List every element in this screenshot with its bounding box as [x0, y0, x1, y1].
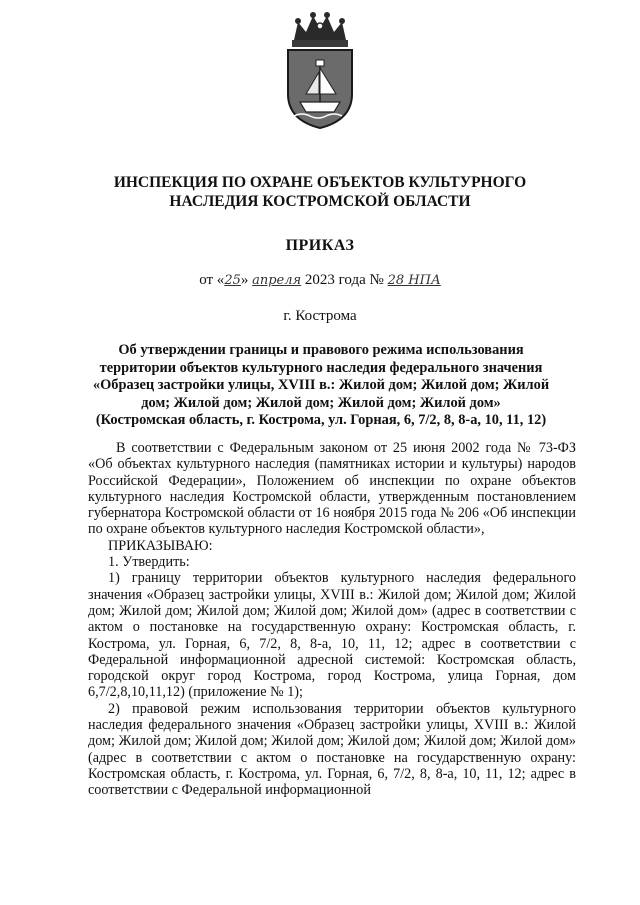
handwritten-month: апреля	[252, 273, 302, 288]
subject-line-3: «Образец застройки улицы, XVIII в.: Жилой дом; Жилой дом; Жилой	[92, 377, 550, 393]
agency-name	[60, 173, 580, 211]
item-1-1: 1) границу территории объектов культурного наследия федерального значения «Образец застройки улицы, XVIII в.: Жилой дом; Жилой дом; Жилой дом; Жилой дом; Жилой дом; Жилой дом; Жилой дом» (адрес в соответствии с актом о постановке на государственную охрану: Костромская область, г. Кострома, ул. Горная, 6, 7/2, 8, 8-а, 10, 11, 12; адрес в соответствии с Федеральной информационной адресной системой: Костромская область, городской округ город Кострома, город Кострома, улица Горная, дом 6,7/2,8,10,11,12) (приложение № 1);	[88, 570, 576, 701]
handwritten-day: 25	[224, 273, 241, 288]
order-body	[88, 440, 576, 799]
subject-line-2: территории объектов культурного наследия федерального значения	[99, 359, 543, 376]
date-prefix: от «	[199, 272, 225, 288]
preamble-paragraph: В соответствии с Федеральным законом от 25 июня 2002 года № 73-ФЗ «Об объектах культурного наследия (памятниках истории и культуры) народов Российской Федерации», Положением об инспекции по охране объектов культурного наследия Костромской области, утвержденным постановлением губернатора Костромской области от 16 ноября 2015 года № 206 «Об инспекции по охране объектов культурного наследия Костромской области»,	[88, 440, 576, 538]
subject-line-5: (Костромская область, г. Кострома, ул. Горная, 6, 7/2, 8, 8-а, 10, 11, 12)	[95, 412, 547, 428]
item-1: 1. Утвердить:	[108, 554, 190, 571]
date-mid: »	[240, 272, 253, 288]
document-type: ПРИКАЗ	[285, 237, 355, 254]
item-1-2: 2) правовой режим использования территории объектов культурного наследия федерального значения «Образец застройки улицы, XVIII в.: Жилой дом; Жилой дом; Жилой дом; Жилой дом; Жилой дом; Жилой дом; Жилой дом» (адрес в соответствии с актом о постановке на государственную охрану: Костромская область, г. Кострома, ул. Горная, 6, 7/2, 8, 8-а, 10, 11, 12; адрес в соответствии с Федеральной информационной	[88, 700, 576, 799]
order-word: ПРИКАЗЫВАЮ:	[108, 537, 213, 554]
handwritten-number: 28 НПА	[387, 273, 441, 288]
agency-line-2: НАСЛЕДИЯ КОСТРОМСКОЙ ОБЛАСТИ	[169, 193, 471, 210]
subject-line-1: Об утверждении границы и правового режима использования	[118, 342, 524, 358]
subject-line-4: дом; Жилой дом; Жилой дом; Жилой дом; Жилой дом»	[141, 394, 501, 411]
order-date-line	[0, 272, 640, 289]
order-subject	[62, 342, 580, 430]
agency-line-1: ИНСПЕКЦИЯ ПО ОХРАНЕ ОБЪЕКТОВ КУЛЬТУРНОГО	[113, 174, 527, 191]
city: г. Кострома	[283, 308, 357, 324]
date-suffix: 2023 года №	[301, 272, 388, 288]
coat-of-arms-icon	[272, 10, 368, 132]
